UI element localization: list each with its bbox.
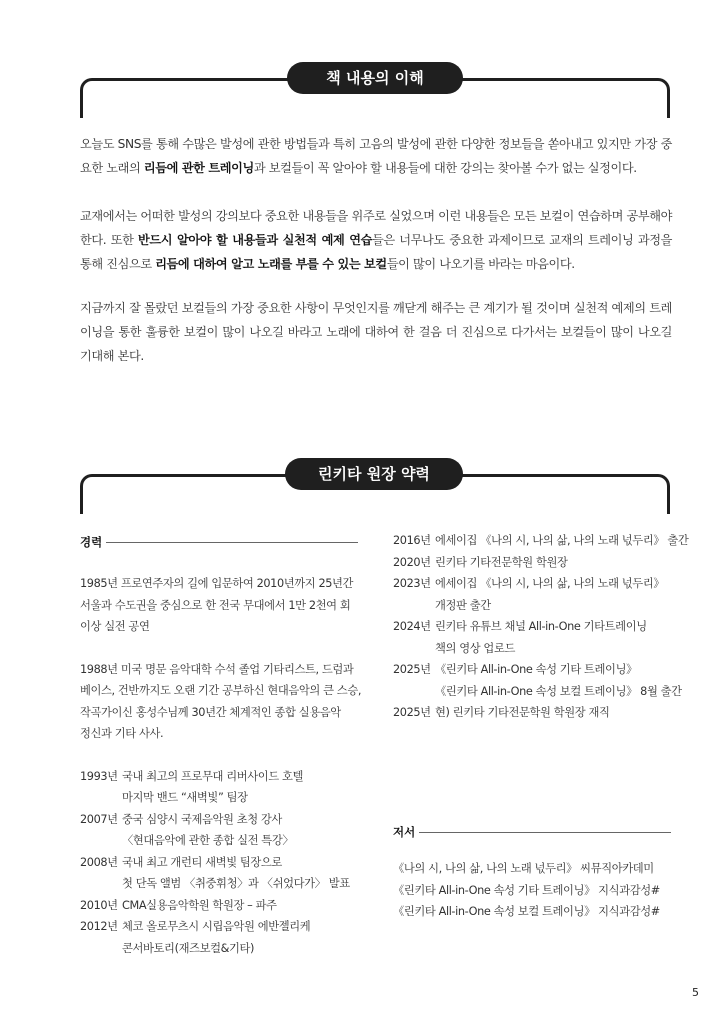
career-year: 2025년 — [393, 706, 431, 719]
career-entry — [393, 595, 693, 617]
career-description: 《린키타 All-in-One 속성 기타 트레이닝》 — [435, 663, 637, 676]
career-year — [80, 787, 122, 809]
career-description: 체코 올로무츠시 시립음악원 에반젤리케 — [122, 920, 311, 933]
career-description: 《린키타 All-in-One 속성 보컬 트레이닝》 8월 출간 — [435, 684, 682, 698]
career-text-line: 정신과 기타 사사. — [80, 727, 164, 740]
emphasis-text: 리듬에 관한 트레이닝 — [143, 161, 254, 175]
career-text-line: 1988년 미국 명문 음악대학 수석 졸업 기타리스트, 드럼과 — [80, 662, 354, 676]
career-description: 에세이집 《나의 시, 나의 삶, 나의 노래 넋두리》 출간 — [435, 534, 689, 547]
career-description: 〈현대음악에 관한 종합 실전 특강〉 — [122, 834, 294, 847]
career-year — [393, 595, 435, 617]
career-year — [393, 681, 435, 703]
career-entry — [393, 638, 693, 660]
career-year: 2020년 — [393, 555, 431, 569]
paragraph-text: 교재에서는 어떠한 발성의 강의보다 중요한 내용들을 위주로 실었으며 이런 내용들은 모든 보컬이 연습하며 공부해야 한다. 또한 — [80, 209, 672, 247]
career-text-line: 베이스, 건반까지도 오랜 기간 공부하신 현대음악의 큰 스승, — [80, 684, 362, 697]
section1-title: 책 내용의 이해 — [287, 62, 463, 94]
career-divider — [106, 542, 358, 543]
career-entry — [80, 766, 370, 788]
career-entry — [80, 873, 370, 895]
page-number: 5 — [692, 986, 699, 999]
career-entry — [80, 830, 370, 852]
career-description: 국내 최고의 프로무대 리버사이드 호텔 — [122, 769, 303, 783]
career-year: 2010년 — [80, 898, 118, 912]
intro-paragraph-2 — [80, 204, 672, 276]
career-year: 2023년 — [393, 577, 431, 590]
career-entry — [393, 616, 693, 638]
career-year: 2007년 — [80, 812, 118, 826]
paragraph-text: 과 보컬들이 꼭 알아야 할 내용들에 대한 강의는 찾아볼 수가 없는 실정이다. — [253, 161, 637, 175]
career-entry — [80, 938, 370, 960]
career-year — [80, 830, 122, 852]
career-description: 마지막 밴드 “새벽빛” 팀장 — [122, 791, 248, 804]
emphasis-text: 반드시 알아야 할 내용들과 실천적 예제 연습 — [137, 233, 372, 247]
career-entry — [80, 852, 370, 874]
career-left-list — [80, 766, 370, 960]
intro-paragraph-3 — [80, 296, 672, 368]
career-year: 2016년 — [393, 534, 431, 547]
career-description: 중국 심양시 국제음악원 초청 강사 — [122, 812, 282, 826]
career-description: 책의 영상 업로드 — [435, 641, 515, 655]
career-entry — [393, 681, 693, 703]
career-entry — [393, 552, 693, 574]
career-description: 현) 린키타 기타전문학원 학원장 재직 — [435, 706, 610, 719]
career-description: 린키타 유튜브 채널 All-in-One 기타트레이닝 — [435, 620, 647, 633]
career-entry — [393, 659, 693, 681]
career-entry — [393, 702, 693, 724]
career-entry — [80, 787, 370, 809]
career-description: 개정판 출간 — [435, 598, 491, 612]
paragraph-text: 지금까지 잘 몰랐던 보컬들의 가장 중요한 사항이 무엇인지를 깨닫게 해주는 큰 계기가 될 것이며 실천적 예제의 트레이닝을 통한 훌륭한 보컬이 많이 나오길 바라고 노래에 대하여 한 걸음 더 진심으로 다가서는 보컬들이 많이 나오길 기대해 본다. — [80, 301, 672, 363]
career-description: 첫 단독 앨범 〈취중휘청〉과 〈쉬었다가〉 발표 — [122, 877, 350, 890]
career-year: 1993년 — [80, 769, 118, 783]
section2-title: 린키타 원장 약력 — [285, 458, 463, 490]
career-entry — [393, 573, 693, 595]
books-list — [393, 858, 693, 923]
career-year — [393, 638, 435, 660]
career-year — [80, 873, 122, 895]
book-item: 《린키타 All-in-One 속성 보컬 트레이닝》 지식과감성# — [393, 905, 660, 918]
career-block-1 — [80, 573, 370, 638]
career-text-line: 서울과 수도권을 중심으로 한 전국 무대에서 1만 2천여 회 — [80, 598, 351, 612]
career-block-2 — [80, 659, 370, 745]
career-description: 에세이집 《나의 시, 나의 삶, 나의 노래 넋두리》 — [435, 577, 665, 590]
career-text-line: 작곡가이신 홍성수님께 30년간 체계적인 종합 실용음악 — [80, 705, 341, 719]
career-year: 2025년 — [393, 663, 431, 676]
books-divider — [419, 832, 671, 833]
career-right-list — [393, 530, 693, 724]
career-description: 린키타 기타전문학원 학원장 — [435, 555, 568, 569]
career-left-column — [80, 573, 370, 959]
books-heading — [393, 824, 671, 840]
career-text-line: 이상 실전 공연 — [80, 620, 150, 633]
career-year: 2012년 — [80, 920, 118, 933]
career-entry — [80, 916, 370, 938]
books-label: 저서 — [393, 825, 416, 839]
career-entry — [393, 530, 693, 552]
book-item: 《나의 시, 나의 삶, 나의 노래 넋두리》 씨뮤직아카데미 — [393, 862, 654, 875]
career-right-column — [393, 530, 693, 724]
career-description: CMA실용음악학원 학원장 – 파주 — [122, 898, 277, 912]
career-entry — [80, 895, 370, 917]
career-description: 국내 최고 개런티 새벽빛 팀장으로 — [122, 855, 282, 869]
emphasis-text: 리듬에 대하여 알고 노래를 부를 수 있는 보컬 — [155, 257, 387, 271]
career-label: 경력 — [80, 535, 103, 549]
career-year: 2024년 — [393, 620, 431, 633]
career-entry — [80, 809, 370, 831]
career-year: 2008년 — [80, 855, 118, 869]
intro-paragraph-1 — [80, 132, 672, 180]
career-text-line: 1985년 프로연주자의 길에 입문하여 2010년까지 25년간 — [80, 577, 354, 590]
book-item: 《린키타 All-in-One 속성 기타 트레이닝》 지식과감성# — [393, 883, 660, 897]
paragraph-text: 들은 너무나도 중요한 과제이므로 교재의 트레이닝 과정을 통해 진심으로 — [80, 233, 672, 271]
career-description: 콘서바토리(재즈보컬&기타) — [122, 941, 255, 955]
paragraph-text: 오늘도 SNS를 통해 수많은 발성에 관한 방법들과 특히 고음의 발성에 관한 다양한 정보들을 쏟아내고 있지만 가장 중요한 노래의 — [80, 137, 672, 175]
paragraph-text: 들이 많이 나오기를 바라는 마음이다. — [386, 257, 575, 271]
career-year — [80, 938, 122, 960]
career-heading — [80, 534, 358, 550]
